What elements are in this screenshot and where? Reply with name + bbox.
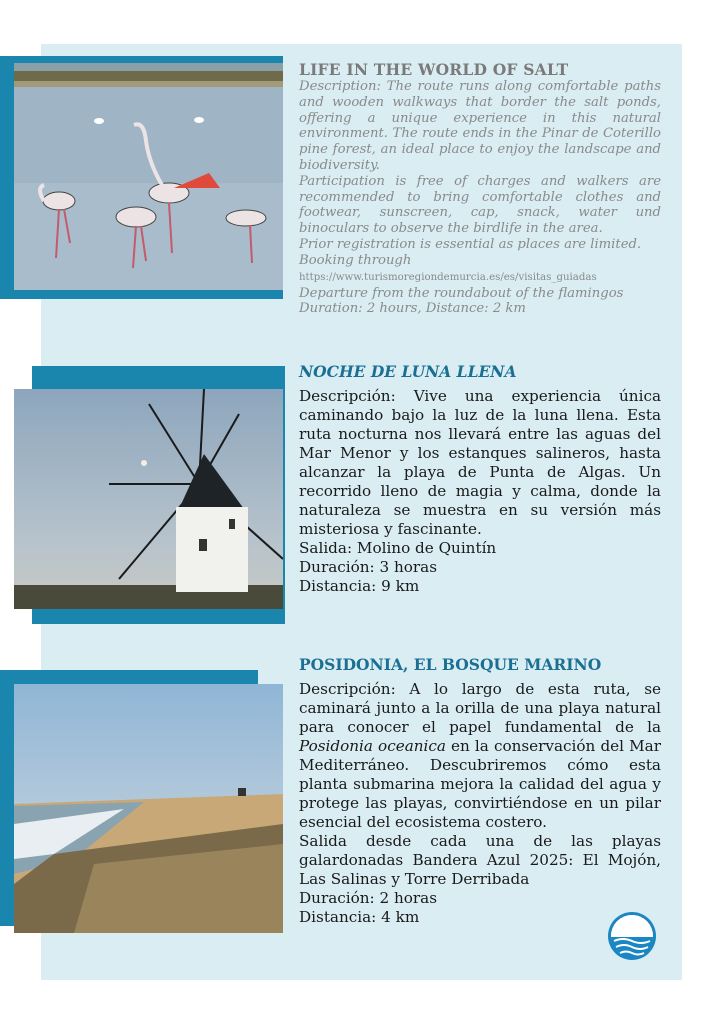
- section-duration: Duration: 2 hours, Distance: 2 km: [299, 301, 526, 317]
- section-duration: Duración: 3 horas: [299, 558, 438, 576]
- section-participation: Participation is free of charges and walkers are recommended to bring comfortable clothes and footwear, sunscreen, cap, snack, water und binoculars to observe the birdlife in the area.: [299, 173, 661, 237]
- booking-link[interactable]: https://www.turismoregiondemurcia.es/es/visitas_guiadas: [299, 271, 597, 283]
- section-title: POSIDONIA, EL BOSQUE MARINO: [299, 655, 602, 674]
- photo-flamingos: [14, 63, 283, 290]
- section-title: NOCHE DE LUNA LLENA: [299, 362, 517, 381]
- section-booking: Booking through: [299, 252, 412, 268]
- section-full-moon: [299, 362, 661, 596]
- section-departure: Salida desde cada una de las playas galardonadas Bandera Azul 2025: El Mojón, Las Salinas y Torre Derribada: [299, 832, 661, 888]
- section-departure: Salida: Molino de Quintín: [299, 539, 497, 557]
- photo-beach: [14, 684, 283, 933]
- section-distance: Distancia: 9 km: [299, 577, 420, 595]
- section-description: Description: The route runs along comfortable paths and wooden walkways that border the salt ponds, offering a unique experience in this natural environment. The route ends in the Pinar de Coterillo pine forest, an ideal place to enjoy the landscape and biodiversity.: [299, 79, 661, 173]
- section-registration: Prior registration is essential as places are limited.: [299, 236, 642, 252]
- section-duration: Duración: 2 horas: [299, 889, 438, 907]
- section-posidonia: [299, 655, 661, 927]
- description-part: Descripción: A lo largo de esta ruta, se caminará junto a la orilla de una playa natural para conocer el papel fundamental de la: [299, 680, 661, 736]
- blue-flag-waves-icon: [606, 910, 658, 962]
- section-description: Descripción: Vive una experiencia única caminando bajo la luz de la luna llena. Esta ruta nocturna nos llevará entre las aguas del Mar Menor y los estanques salineros, hasta alcanzar la playa de Punta de Algas. Un recorrido lleno de magia y calma, donde la naturaleza se muestra en su versión más misteriosa y fascinante.: [299, 387, 661, 538]
- species-name: Posidonia oceanica: [299, 737, 446, 755]
- section-description: [299, 680, 661, 832]
- photo-windmill: [14, 389, 283, 609]
- section-departure: Departure from the roundabout of the flamingos: [299, 285, 624, 301]
- section-salt: [299, 60, 661, 317]
- description-part: en la conservación del Mar Mediterráneo. Descubriremos cómo esta planta submarina mejora la calidad del agua y protege las playas, convirtiéndose en un pilar esencial del ecosistema costero.: [299, 737, 661, 831]
- section-distance: Distancia: 4 km: [299, 908, 420, 926]
- section-title: LIFE IN THE WORLD OF SALT: [299, 60, 569, 79]
